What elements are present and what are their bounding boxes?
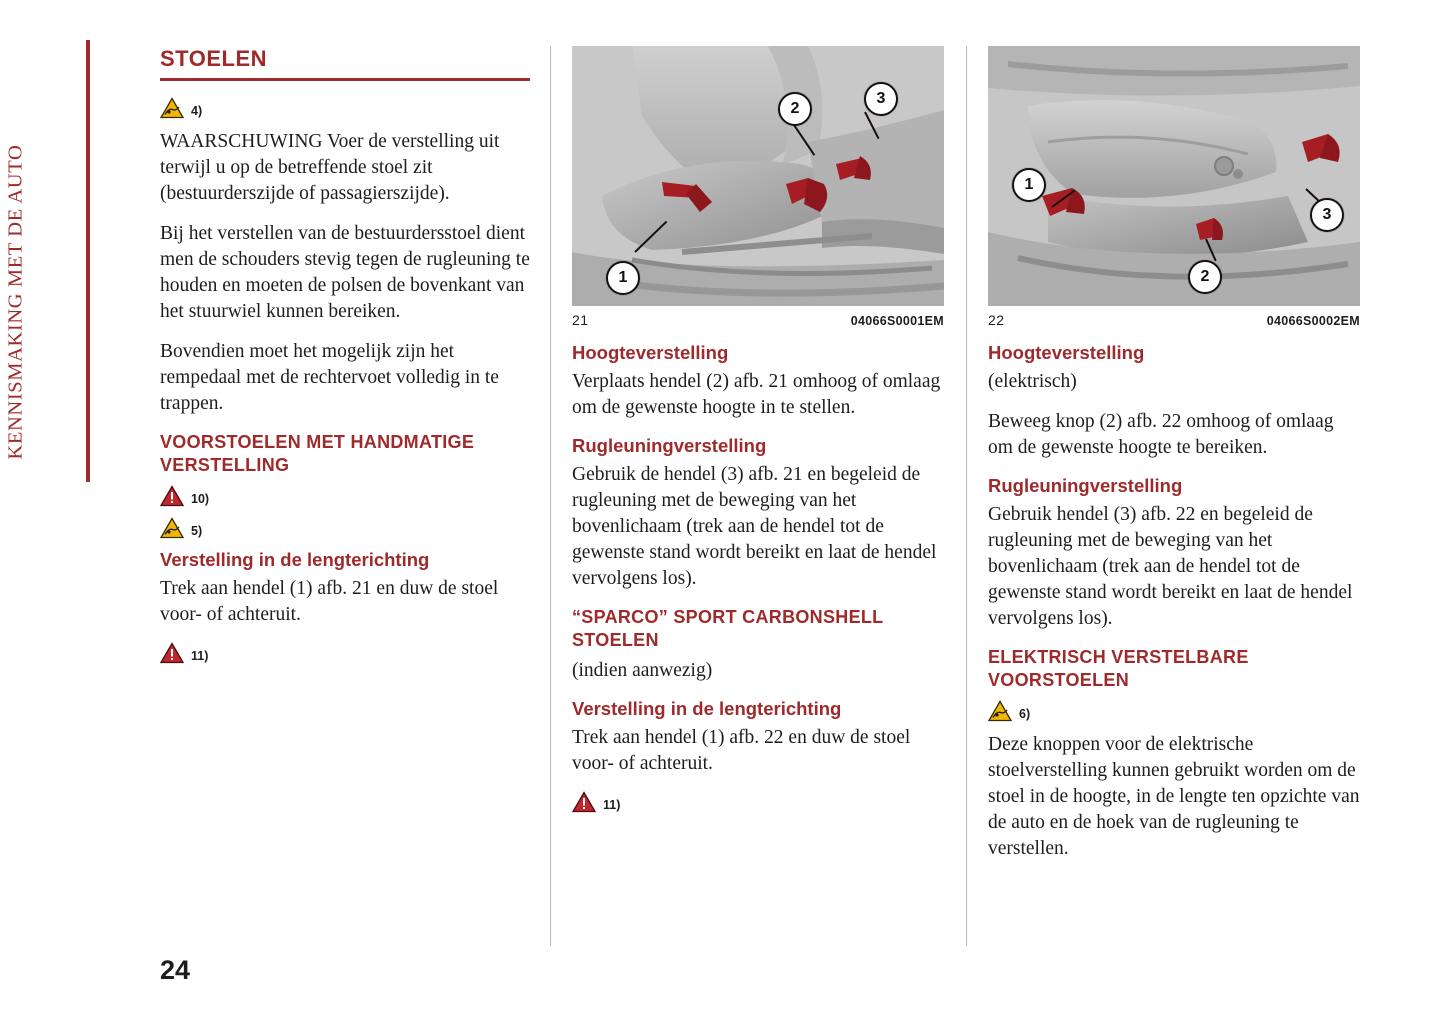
paragraph-height-adjustment: Verplaats hendel (2) afb. 21 omhoog of omlaag om de gewenste hoogte in te stellen. [572, 371, 941, 418]
figure-number: 21 [572, 312, 589, 328]
paragraph-warning: WAARSCHUWING Voer de verstelling uit terwijl u op de betreffende stoel zit (bestuurderszijde of passagierszijde). [160, 131, 500, 204]
heading-height-adjustment: Hoogteverstelling [572, 342, 729, 363]
figure-21-caption [572, 312, 944, 328]
heading-sparco-seats: “SPARCO” SPORT CARBONSHELL STOELEN [572, 607, 884, 650]
paragraph-backrest-adjustment: Gebruik de hendel (3) afb. 21 en begeleid de rugleuning met de beweging van het bovenlichaam (trek aan de hendel tot de gewenste stand wordt bereikt en laat de hendel vervolgens los). [572, 464, 937, 589]
callout-1: 1 [606, 261, 640, 295]
paragraph-height-adjustment: Beweeg knop (2) afb. 22 omhoog of omlaag om de gewenste hoogte te bereiken. [988, 411, 1334, 458]
warning-ref-line-3 [160, 517, 530, 539]
warning-ref-number: 5) [191, 524, 203, 538]
paragraph-length-adjustment: Trek aan hendel (1) afb. 22 en duw de stoel voor- of achteruit. [572, 727, 911, 774]
column-divider-2 [966, 46, 967, 946]
warning-triangle-red-icon [160, 642, 184, 664]
chapter-accent-bar [86, 40, 90, 482]
callout-2: 2 [778, 92, 812, 126]
callout-3: 3 [1310, 198, 1344, 232]
warning-ref-line-4 [160, 642, 530, 664]
paragraph-driver-seat: Bij het verstellen van de bestuurdersstoel dient men de schouders stevig tegen de rugleuning te houden en moeten de polsen de bovenkant van het stuurwiel kunnen bereiken. [160, 223, 530, 322]
title-underline [160, 78, 530, 81]
warning-ref-number: 11) [603, 798, 621, 812]
subheading-length-adjustment: Verstelling in de lengterichting [160, 549, 430, 570]
figure-22-caption [988, 312, 1360, 328]
chapter-tab-label: KENNISMAKING MET DE AUTO [4, 144, 27, 460]
warning-triangle-red-icon [572, 791, 596, 813]
figure-code: 04066S0002EM [1266, 314, 1360, 328]
column-3 [988, 46, 1360, 876]
warning-triangle-yellow-icon [988, 700, 1012, 722]
subheading-length-adjustment: Verstelling in de lengterichting [572, 698, 842, 719]
page-number: 24 [160, 955, 191, 985]
figure-21-seat-manual [572, 46, 944, 306]
callout-1: 1 [1012, 168, 1046, 202]
warning-ref-number: 4) [191, 104, 203, 118]
warning-ref-line-2 [160, 485, 530, 507]
column-2 [572, 46, 944, 823]
column-divider-1 [550, 46, 551, 946]
figure-22-seat-electric [988, 46, 1360, 306]
warning-ref-number: 11) [191, 649, 209, 663]
paragraph-sparco-note: (indien aanwezig) [572, 660, 713, 681]
callout-3: 3 [864, 82, 898, 116]
paragraph-electric-seats: Deze knoppen voor de elektrische stoelverstelling kunnen gebruikt worden om de stoel in de hoogte, in de lengte ten opzichte van de auto en de hoek van de rugleuning te verstellen. [988, 734, 1360, 859]
paragraph-length-adjustment: Trek aan hendel (1) afb. 21 en duw de stoel voor- of achteruit. [160, 578, 499, 625]
warning-ref-number: 10) [191, 492, 210, 506]
figure-number: 22 [988, 312, 1005, 328]
paragraph-backrest-adjustment: Gebruik hendel (3) afb. 22 en begeleid de rugleuning met de beweging van het bovenlichaam (trek aan de hendel tot de gewenste stand wordt bereikt en laat de hendel vervolgens los). [988, 504, 1353, 629]
warning-ref-number: 6) [1019, 707, 1031, 721]
warning-triangle-red-icon [160, 485, 184, 507]
paragraph-height-note: (elektrisch) [988, 371, 1077, 392]
heading-electric-front-seats: ELEKTRISCH VERSTELBARE VOORSTOELEN [988, 647, 1249, 690]
page-title: STOELEN [160, 46, 268, 71]
figure-code: 04066S0001EM [850, 314, 944, 328]
heading-height-adjustment: Hoogteverstelling [988, 342, 1145, 363]
heading-backrest-adjustment: Rugleuningverstelling [572, 435, 767, 456]
warning-triangle-yellow-icon [160, 517, 184, 539]
paragraph-brake-pedal: Bovendien moet het mogelijk zijn het rempedaal met de rechtervoet volledig in te trappen. [160, 341, 499, 414]
warning-ref-line-1 [572, 791, 944, 813]
heading-manual-front-seats: VOORSTOELEN MET HANDMATIGE VERSTELLING [160, 432, 475, 475]
warning-ref-line-1 [988, 700, 1360, 722]
warning-ref-line-1 [160, 97, 530, 119]
callout-2: 2 [1188, 260, 1222, 294]
column-1 [160, 46, 530, 674]
heading-backrest-adjustment: Rugleuningverstelling [988, 475, 1183, 496]
warning-triangle-yellow-icon [160, 97, 184, 119]
